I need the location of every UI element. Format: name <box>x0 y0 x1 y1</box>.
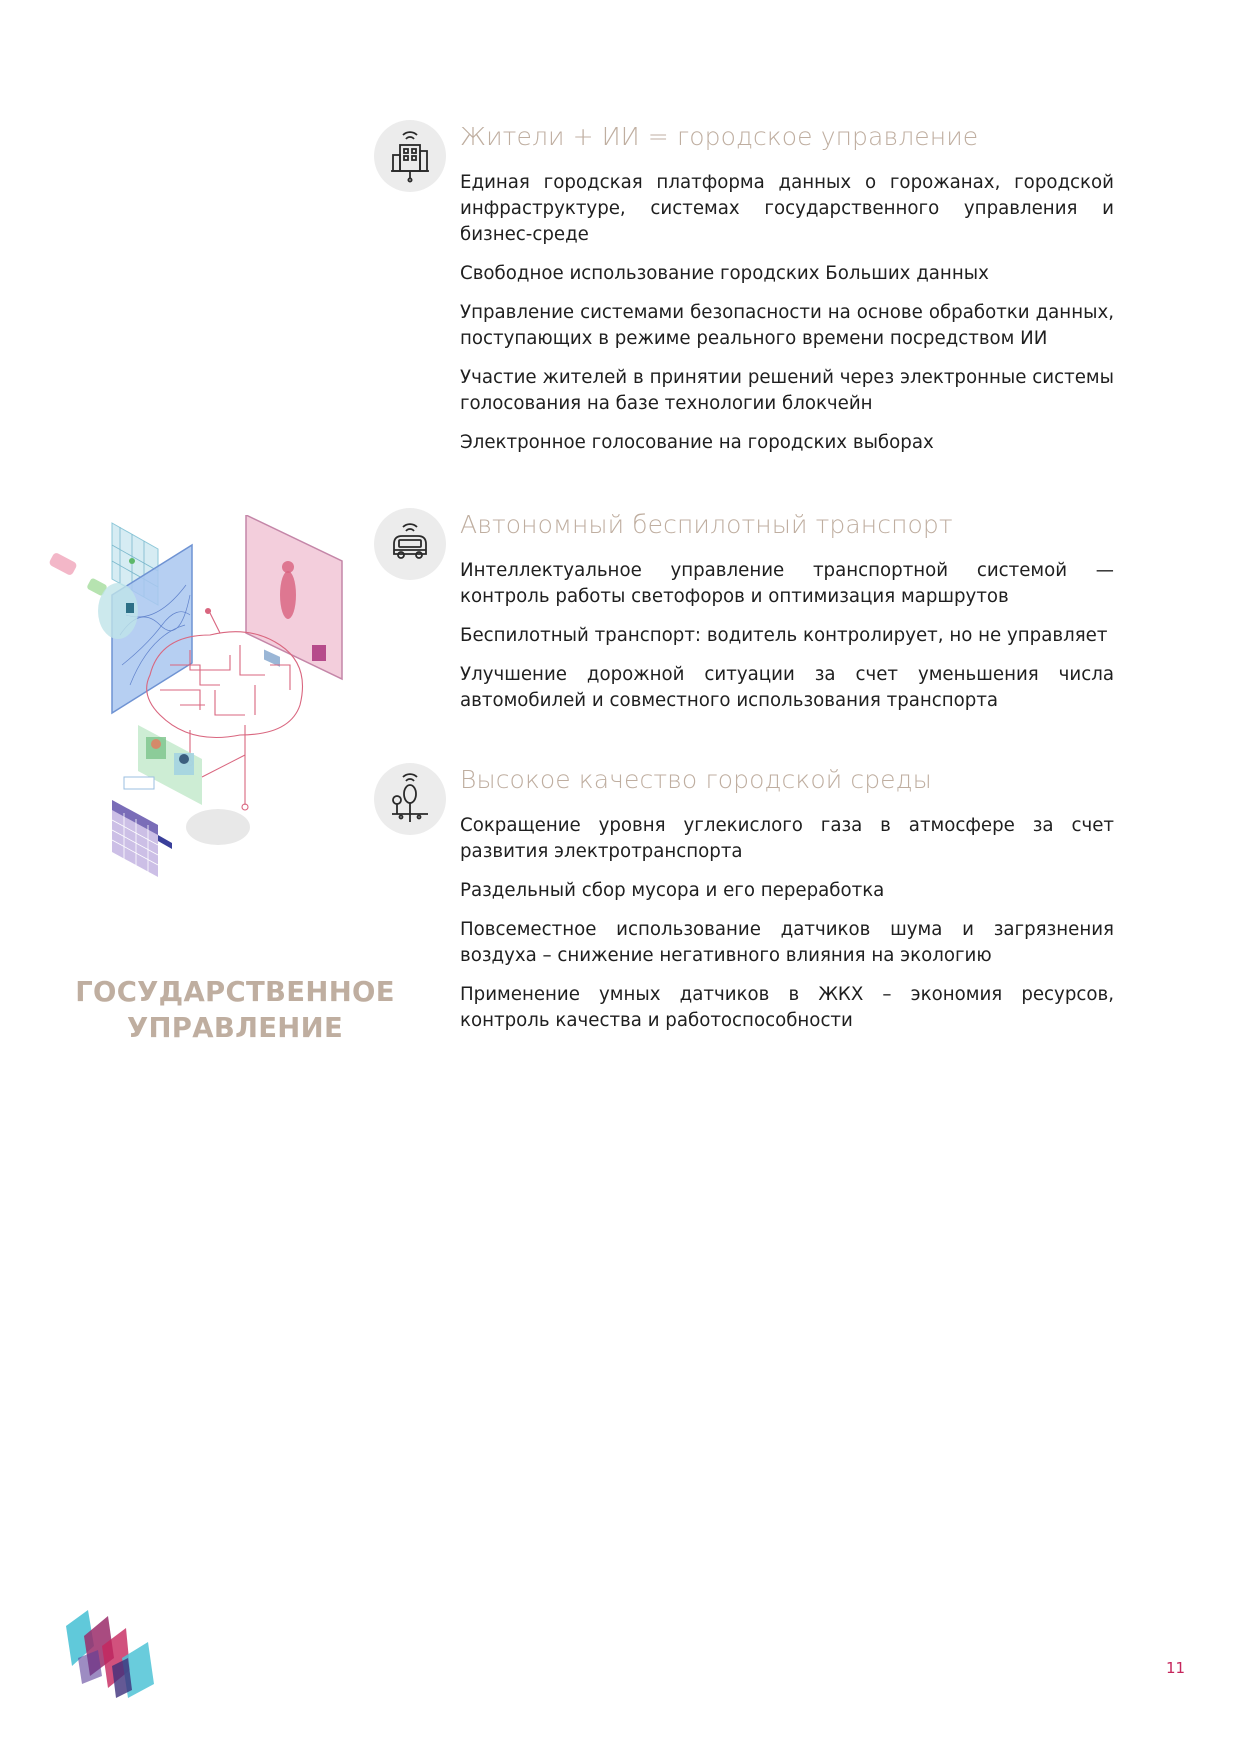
data-panel-right-icon <box>246 515 342 679</box>
section-items <box>460 813 1114 1047</box>
list-item: Электронное голосование на городских выборах <box>460 432 934 453</box>
list-item: Управление системами безопасности на основе обработки данных, поступающих в режиме реального времени посредством ИИ <box>460 302 1114 349</box>
list-item: Участие жителей в принятии решений через электронные системы голосования на базе технологии блокчейн <box>460 367 1114 414</box>
calendar-icon <box>112 777 172 877</box>
list-item: Беспилотный транспорт: водитель контролирует, но не управляет <box>460 625 1108 646</box>
list-item: Сокращение уровня углекислого газа в атмосфере за счет развития электротранспорта <box>460 815 1114 862</box>
list-item: Единая городская платформа данных о горожанах, городской инфраструктуре, системах государственного управления и бизнес-среде <box>460 172 1114 245</box>
car-icon <box>48 552 108 597</box>
list-item: Свободное использование городских Больших данных <box>460 263 989 284</box>
list-item: Применение умных датчиков в ЖКХ – экономия ресурсов, контроль качества и работоспособности <box>460 984 1114 1031</box>
section-title: Автономный беспилотный транспорт <box>460 510 953 539</box>
section-items <box>460 558 1114 727</box>
section-title: Жители + ИИ = городское управление <box>460 122 979 151</box>
page-number: 11 <box>1166 1659 1186 1677</box>
left-heading-line1: ГОСУДАРСТВЕННОЕ <box>75 976 395 1008</box>
left-heading-line2: УПРАВЛЕНИЕ <box>126 1012 344 1044</box>
section-items <box>460 170 1114 469</box>
brand-logo-icon <box>58 1606 168 1702</box>
section-title: Высокое качество городской среды <box>460 765 932 794</box>
list-item: Интеллектуальное управление транспортной системой — контроль работы светофоров и оптимизация маршрутов <box>460 560 1114 607</box>
smart-city-illustration <box>40 515 400 965</box>
list-item: Улучшение дорожной ситуации за счет уменьшения числа автомобилей и совместного использования транспорта <box>460 664 1114 711</box>
left-heading <box>40 974 430 1046</box>
list-item: Раздельный сбор мусора и его переработка <box>460 880 885 901</box>
list-item: Повсеместное использование датчиков шума и загрязнения воздуха – снижение негативного влияния на экологию <box>460 919 1114 966</box>
smart-building-icon <box>374 120 446 192</box>
